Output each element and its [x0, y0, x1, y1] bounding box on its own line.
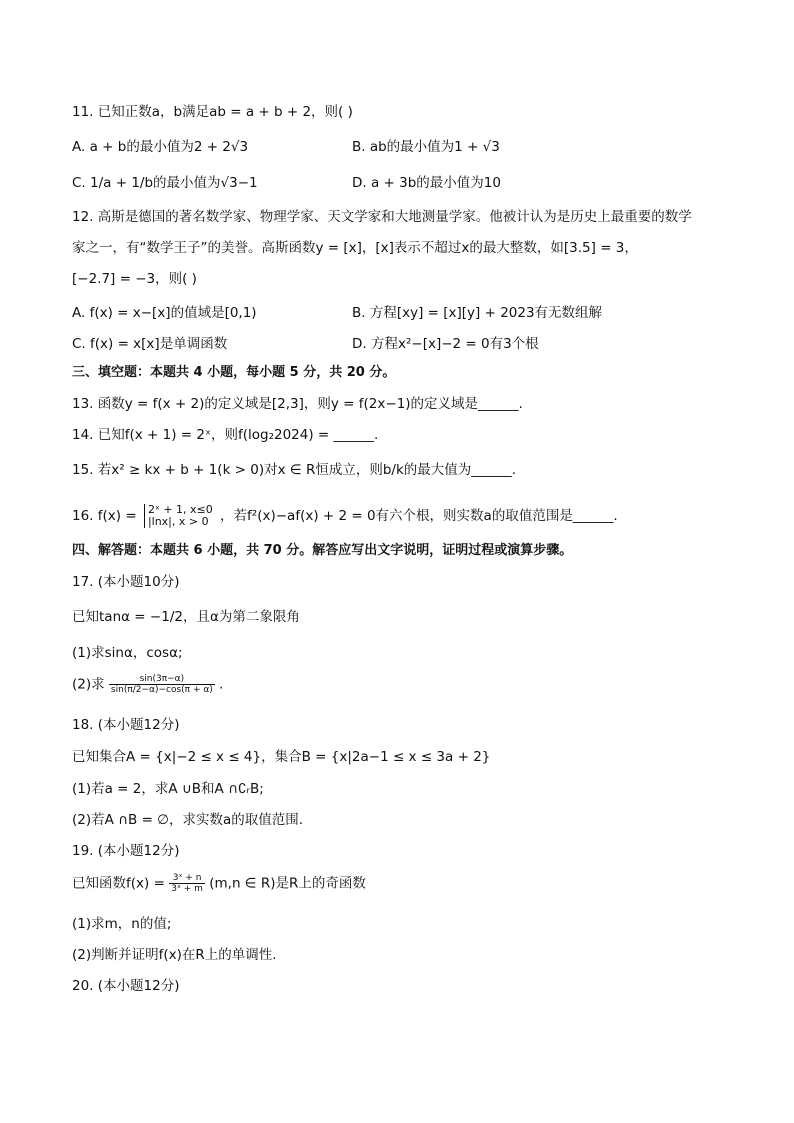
q17-part-1: (1)求sinα，cosα;: [72, 645, 183, 661]
q12-option-c: C. f(x) = x[x]是单调函数: [72, 336, 228, 352]
q17-denominator: sin(π/2−α)−cos(π + α): [110, 685, 213, 695]
q17-fraction: [109, 674, 215, 695]
q19-part-2: (2)判断并证明f(x)在R上的单调性.: [72, 947, 277, 963]
q16: [72, 504, 618, 528]
q17-part-2-suffix: .: [219, 676, 224, 693]
q19-fraction: [169, 873, 205, 894]
q18-heading: 18. (本小题12分): [72, 717, 180, 733]
q16-case-1: 2ˣ + 1, x≤0: [147, 503, 213, 516]
section-4-heading: 四、解答题：本题共 6 小题，共 70 分。解答应写出文字说明，证明过程或演算步骤。: [72, 543, 573, 558]
q19-denominator: 3ˣ + m: [171, 884, 203, 894]
q16-prefix: 16. f(x) =: [72, 508, 137, 524]
q12-option-a: A. f(x) = x−[x]的值域是[0,1): [72, 305, 257, 321]
q11-option-c: C. 1/a + 1/b的最小值为√3−1: [72, 175, 258, 191]
q13: 13. 函数y = f(x + 2)的定义域是[2,3]，则y = f(2x−1)的定义域是______.: [72, 396, 523, 412]
q17-numerator: sin(3π−α): [109, 674, 215, 685]
q16-case-2: |lnx|, x > 0: [147, 515, 209, 528]
q12-stem-line1: 12. 高斯是德国的著名数学家、物理学家、天文学家和大地测量学家。他被计认为是历史上最重要的数学: [72, 209, 692, 225]
q12-option-b: B. 方程[xy] = [x][y] + 2023有无数组解: [352, 305, 603, 321]
q12-stem-line2: 家之一，有“数学王子”的美誉。高斯函数y = [x]，[x]表示不超过x的最大整数，如[3.5] = 3，: [72, 240, 638, 256]
q11-stem: 11. 已知正数a，b满足ab = a + b + 2，则( ): [72, 104, 353, 120]
q15: 15. 若x² ≥ kx + b + 1(k > 0)对x ∈ R恒成立，则b/k的最大值为______.: [72, 462, 517, 478]
q17-part-2: [72, 674, 223, 695]
q17-heading: 17. (本小题10分): [72, 574, 180, 590]
q19-numerator: 3ˣ + n: [169, 873, 205, 884]
section-3-heading: 三、填空题：本题共 4 小题，每小题 5 分，共 20 分。: [72, 365, 396, 380]
q17-part-2-prefix: (2)求: [72, 676, 105, 693]
q19-stem-prefix: 已知函数f(x) =: [72, 875, 165, 892]
q19-part-1: (1)求m，n的值;: [72, 916, 172, 932]
q12-option-d: D. 方程x²−[x]−2 = 0有3个根: [352, 336, 539, 352]
q16-piecewise: [144, 504, 213, 528]
q20-heading: 20. (本小题12分): [72, 978, 180, 994]
q19-stem: [72, 873, 366, 894]
q18-part-1: (1)若a = 2，求A ∪B和A ∩∁ᵣB;: [72, 781, 264, 797]
q19-stem-suffix: (m,n ∈ R)是R上的奇函数: [209, 875, 366, 892]
q16-suffix: ，若f²(x)−af(x) + 2 = 0有六个根，则实数a的取值范围是______.: [220, 508, 618, 524]
q11-option-a: A. a + b的最小值为2 + 2√3: [72, 139, 249, 155]
q11-option-d: D. a + 3b的最小值为10: [352, 175, 501, 191]
q14: 14. 已知f(x + 1) = 2ˣ，则f(log₂2024) = ______.: [72, 427, 379, 443]
q11-option-b: B. ab的最小值为1 + √3: [352, 139, 500, 155]
q12-stem-line3: [−2.7] = −3，则( ): [72, 271, 197, 287]
q17-stem: 已知tanα = −1/2，且α为第二象限角: [72, 609, 300, 625]
q18-stem: 已知集合A = {x|−2 ≤ x ≤ 4}，集合B = {x|2a−1 ≤ x ≤ 3a + 2}: [72, 749, 491, 765]
q18-part-2: (2)若A ∩B = ∅，求实数a的取值范围.: [72, 812, 304, 828]
q19-heading: 19. (本小题12分): [72, 843, 180, 859]
